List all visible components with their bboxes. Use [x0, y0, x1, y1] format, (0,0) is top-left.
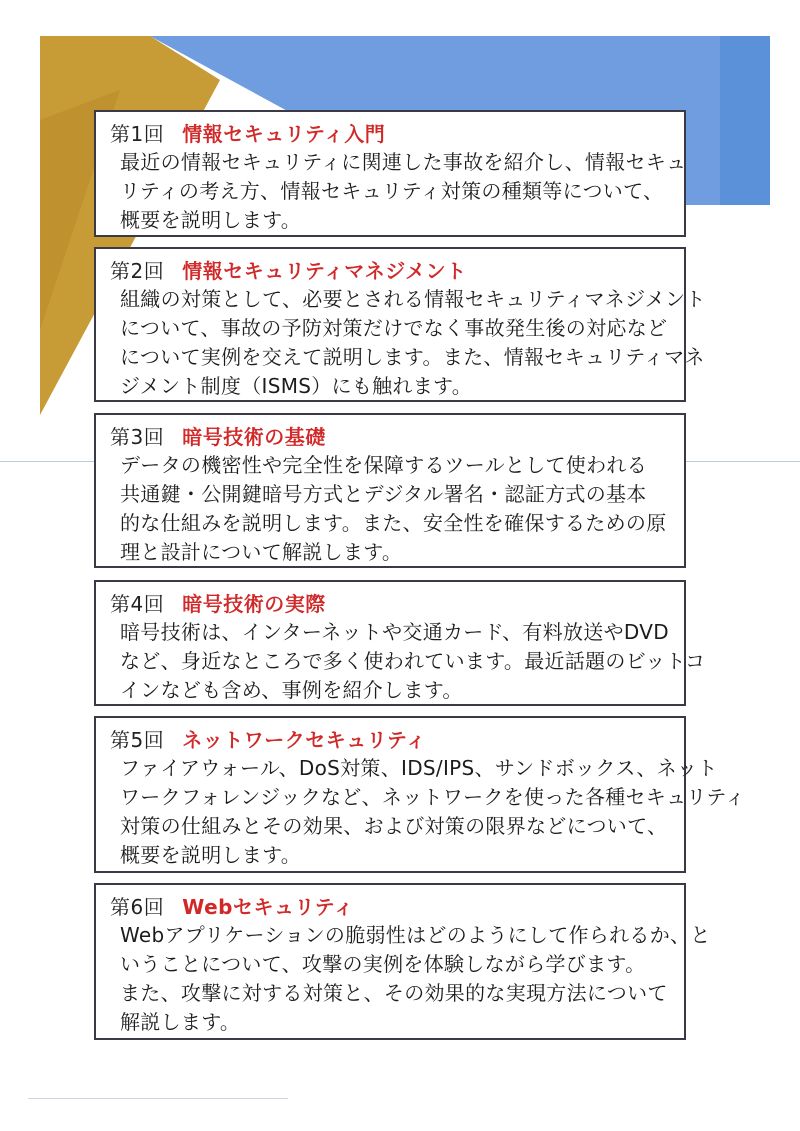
description-line: ジメント制度（ISMS）にも触れます。: [120, 374, 473, 398]
description-line: 的な仕組みを説明します。また、安全性を確保するための原: [120, 511, 667, 535]
description-line: 概要を説明します。: [120, 843, 302, 867]
session-title: 暗号技術の実際: [182, 592, 326, 616]
session-title: 情報セキュリティマネジメント: [182, 259, 467, 283]
description-line: ワークフォレンジックなど、ネットワークを使った各種セキュリティ: [120, 785, 746, 809]
description-line: データの機密性や完全性を保障するツールとして使われる: [120, 453, 647, 477]
session-description: [110, 285, 706, 401]
session-header: [110, 255, 672, 285]
session-number: 第1回: [110, 122, 165, 146]
description-line: について実例を交えて説明します。また、情報セキュリティマネ: [120, 345, 705, 369]
session-title: 情報セキュリティ入門: [182, 122, 386, 146]
session-header: [110, 118, 672, 148]
description-line: など、身近なところで多く使われています。最近話題のビットコ: [120, 649, 706, 673]
session-title: ネットワークセキュリティ: [182, 728, 427, 752]
description-line: 解説します。: [120, 1010, 241, 1034]
description-line: 理と設計について解説します。: [120, 540, 403, 564]
session-header: [110, 588, 672, 618]
session-number: 第6回: [110, 895, 165, 919]
session-description: [110, 618, 706, 705]
session-number: 第3回: [110, 425, 165, 449]
description-line: リティの考え方、情報セキュリティ対策の種類等について、: [120, 179, 664, 203]
description-line: いうことについて、攻撃の実例を体験しながら学びます。: [120, 952, 646, 976]
session-number: 第4回: [110, 592, 165, 616]
session-header: [110, 724, 672, 754]
session-description: [110, 754, 746, 870]
description-line: また、攻撃に対する対策と、その効果的な実現方法について: [120, 981, 668, 1005]
description-line: 組織の対策として、必要とされる情報セキュリティマネジメント: [120, 287, 706, 311]
session-title: Webセキュリティ: [182, 895, 354, 919]
session-description: [110, 148, 687, 235]
session-card-2: [94, 247, 706, 402]
session-card-3: [94, 413, 686, 568]
session-header: [110, 891, 672, 921]
session-number: 第2回: [110, 259, 165, 283]
description-line: 対策の仕組みとその効果、および対策の限界などについて、: [120, 814, 668, 838]
description-line: 暗号技術は、インターネットや交通カード、有料放送やDVD: [120, 620, 669, 644]
description-line: ファイアウォール、DoS対策、IDS/IPS、サンドボックス、ネット: [120, 756, 718, 780]
session-header: [110, 421, 672, 451]
session-card-1: [94, 110, 686, 237]
description-line: インなども含め、事例を紹介します。: [120, 678, 463, 702]
session-card-4: [94, 580, 706, 706]
description-line: 共通鍵・公開鍵暗号方式とデジタル署名・認証方式の基本: [120, 482, 647, 506]
session-card-6: [94, 883, 711, 1040]
description-line: Webアプリケーションの脆弱性はどのようにして作られるか、と: [120, 923, 711, 947]
description-line: について、事故の予防対策だけでなく事故発生後の対応など: [120, 316, 668, 340]
footer-divider: [28, 1098, 288, 1099]
session-title: 暗号技術の基礎: [182, 425, 326, 449]
description-line: 概要を説明します。: [120, 208, 302, 232]
description-line: 最近の情報セキュリティに関連した事故を紹介し、情報セキュ: [120, 150, 687, 174]
session-number: 第5回: [110, 728, 165, 752]
session-description: [110, 451, 672, 567]
session-card-5: [94, 716, 746, 873]
session-description: [110, 921, 711, 1037]
